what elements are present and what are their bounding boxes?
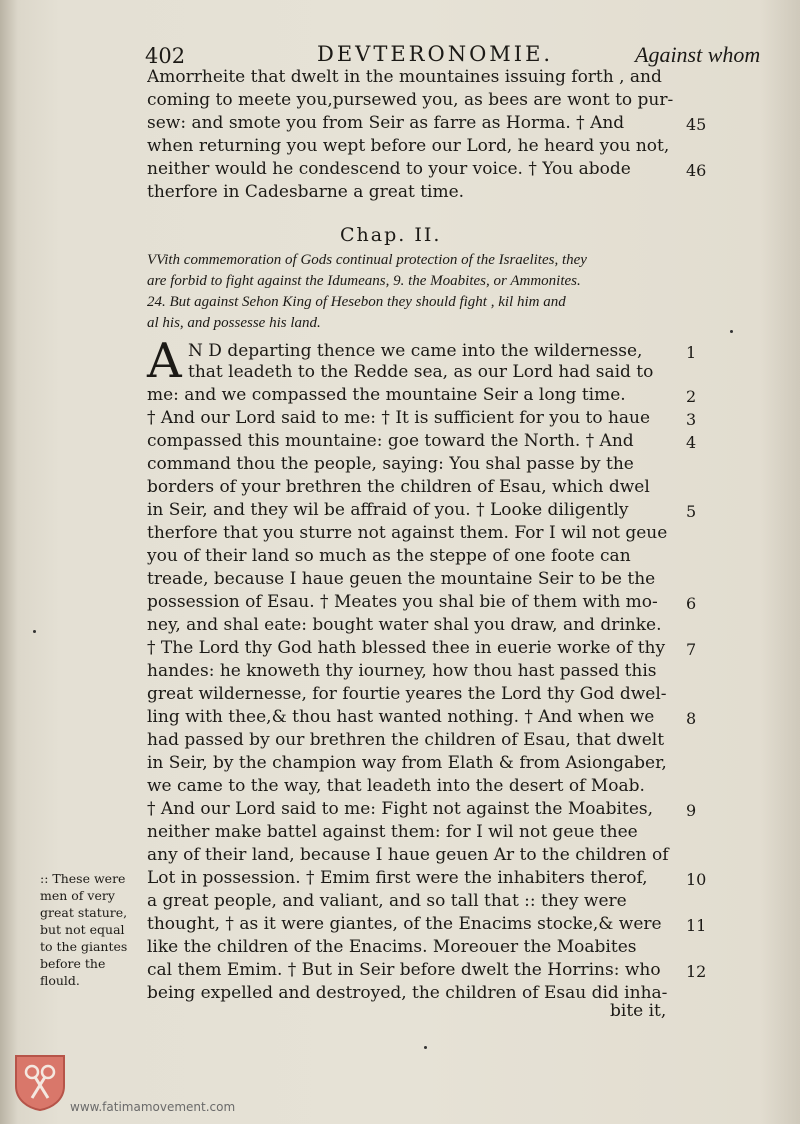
text-line: that leadeth to the Redde sea, as our Lord had said to xyxy=(188,362,654,382)
margin-note-line: but not equal xyxy=(40,922,125,937)
margin-note-line: great stature, xyxy=(40,905,128,920)
text-line: † And our Lord said to me: † It is sufficient for you to haue xyxy=(147,408,651,428)
page-number: 402 xyxy=(145,44,186,68)
margin-note-line: flould. xyxy=(40,973,80,988)
verse-number: 45 xyxy=(686,115,707,134)
chapter-argument-line: are forbid to fight against the Idumeans, 9. the Moabites, or Ammonites. xyxy=(147,273,581,289)
text-line: ling with thee,& thou hast wanted nothing. † And when we xyxy=(147,707,655,727)
text-line: being expelled and destroyed, the children of Esau did inha- xyxy=(147,983,668,1003)
verse-number: 2 xyxy=(686,387,697,406)
text-line: you of their land so much as the steppe of one foote can xyxy=(147,546,631,566)
text-line: compassed this mountaine: goe toward the North. † And xyxy=(147,431,634,451)
verse-number: 9 xyxy=(686,801,697,820)
text-line: like the children of the Enacims. Moreouer the Moabites xyxy=(147,937,637,957)
text-line: ney, and shal eate: bought water shal you draw, and drinke. xyxy=(147,615,662,635)
verse-number: 7 xyxy=(686,640,697,659)
text-line: Lot in possession. † Emim first were the inhabiters therof, xyxy=(147,868,648,888)
footer-url[interactable]: www.fatimamovement.com xyxy=(70,1100,236,1114)
text-line: handes: he knoweth thy iourney, how thou hast passed this xyxy=(147,661,657,681)
text-line: command thou the people, saying: You shal passe by the xyxy=(147,454,634,474)
verse-number: 3 xyxy=(686,410,697,429)
papal-crest-logo-icon xyxy=(12,1052,68,1112)
chapter-argument-line: al his, and possesse his land. xyxy=(147,315,321,331)
chapter-heading: Chap. II. xyxy=(340,224,442,246)
text-line: thought, † as it were giantes, of the Enacims stocke,& were xyxy=(147,914,662,934)
ink-speck xyxy=(33,630,36,633)
ink-speck xyxy=(424,1046,427,1049)
text-line: possession of Esau. † Meates you shal bie of them with mo- xyxy=(147,592,658,612)
text-line: any of their land, because I haue geuen Ar to the children of xyxy=(147,845,669,865)
verse-number: 8 xyxy=(686,709,697,728)
running-head: Against whom xyxy=(635,42,761,67)
text-line: sew: and smote you from Seir as farre as Horma. † And xyxy=(147,113,625,133)
text-line: neither would he condescend to your voice. † You abode xyxy=(147,159,631,179)
margin-note-line: to the giantes xyxy=(40,939,128,954)
verse-number: 10 xyxy=(686,870,707,889)
text-line: † The Lord thy God hath blessed thee in euerie worke of thy xyxy=(147,638,666,658)
text-line: when returning you wept before our Lord, he heard you not, xyxy=(147,136,670,156)
verse-number: 6 xyxy=(686,594,697,613)
verse-number: 12 xyxy=(686,962,707,981)
verse-number: 1 xyxy=(686,343,697,362)
drop-cap: A xyxy=(147,333,182,389)
text-line: neither make battel against them: for I wil not geue thee xyxy=(147,822,638,842)
text-line: therfore in Cadesbarne a great time. xyxy=(147,182,465,202)
text-line: † And our Lord said to me: Fight not against the Moabites, xyxy=(147,799,654,819)
verse-number: 46 xyxy=(686,161,707,180)
text-line: a great people, and valiant, and so tall that :: they were xyxy=(147,891,627,911)
text-line: therfore that you sturre not against them. For I wil not geue xyxy=(147,523,668,543)
text-line: coming to meete you,pursewed you, as bees are wont to pur- xyxy=(147,90,674,110)
text-line: cal them Emim. † But in Seir before dwelt the Horrins: who xyxy=(147,960,661,980)
text-line: we came to the way, that leadeth into the desert of Moab. xyxy=(147,776,645,796)
text-line: treade, because I haue geuen the mountaine Seir to be the xyxy=(147,569,656,589)
margin-note-line: men of very xyxy=(40,888,115,903)
chapter-argument-line: 24. But against Sehon King of Hesebon they should fight , kil him and xyxy=(147,294,566,310)
text-line: N D departing thence we came into the wildernesse, xyxy=(188,341,643,361)
text-line: in Seir, and they wil be affraid of you. † Looke diligently xyxy=(147,500,629,520)
text-line: me: and we compassed the mountaine Seir a long time. xyxy=(147,385,626,405)
verse-number: 5 xyxy=(686,502,697,521)
margin-note-line: :: These were xyxy=(40,871,126,886)
book-title: DEVTERONOMIE. xyxy=(317,42,554,66)
verse-number: 11 xyxy=(686,916,707,935)
ink-speck xyxy=(730,330,733,333)
verse-number: 4 xyxy=(686,433,697,452)
text-line: Amorrheite that dwelt in the mountaines issuing forth , and xyxy=(147,67,662,87)
chapter-argument-line: VVith commemoration of Gods continual protection of the Israelites, they xyxy=(147,252,587,268)
text-line: in Seir, by the champion way from Elath & from Asiongaber, xyxy=(147,753,667,773)
catchword: bite it, xyxy=(610,1001,667,1021)
margin-note-line: before the xyxy=(40,956,106,971)
text-line: great wildernesse, for fourtie yeares the Lord thy God dwel- xyxy=(147,684,667,704)
text-line: borders of your brethren the children of Esau, which dwel xyxy=(147,477,650,497)
text-line: had passed by our brethren the children of Esau, that dwelt xyxy=(147,730,665,750)
